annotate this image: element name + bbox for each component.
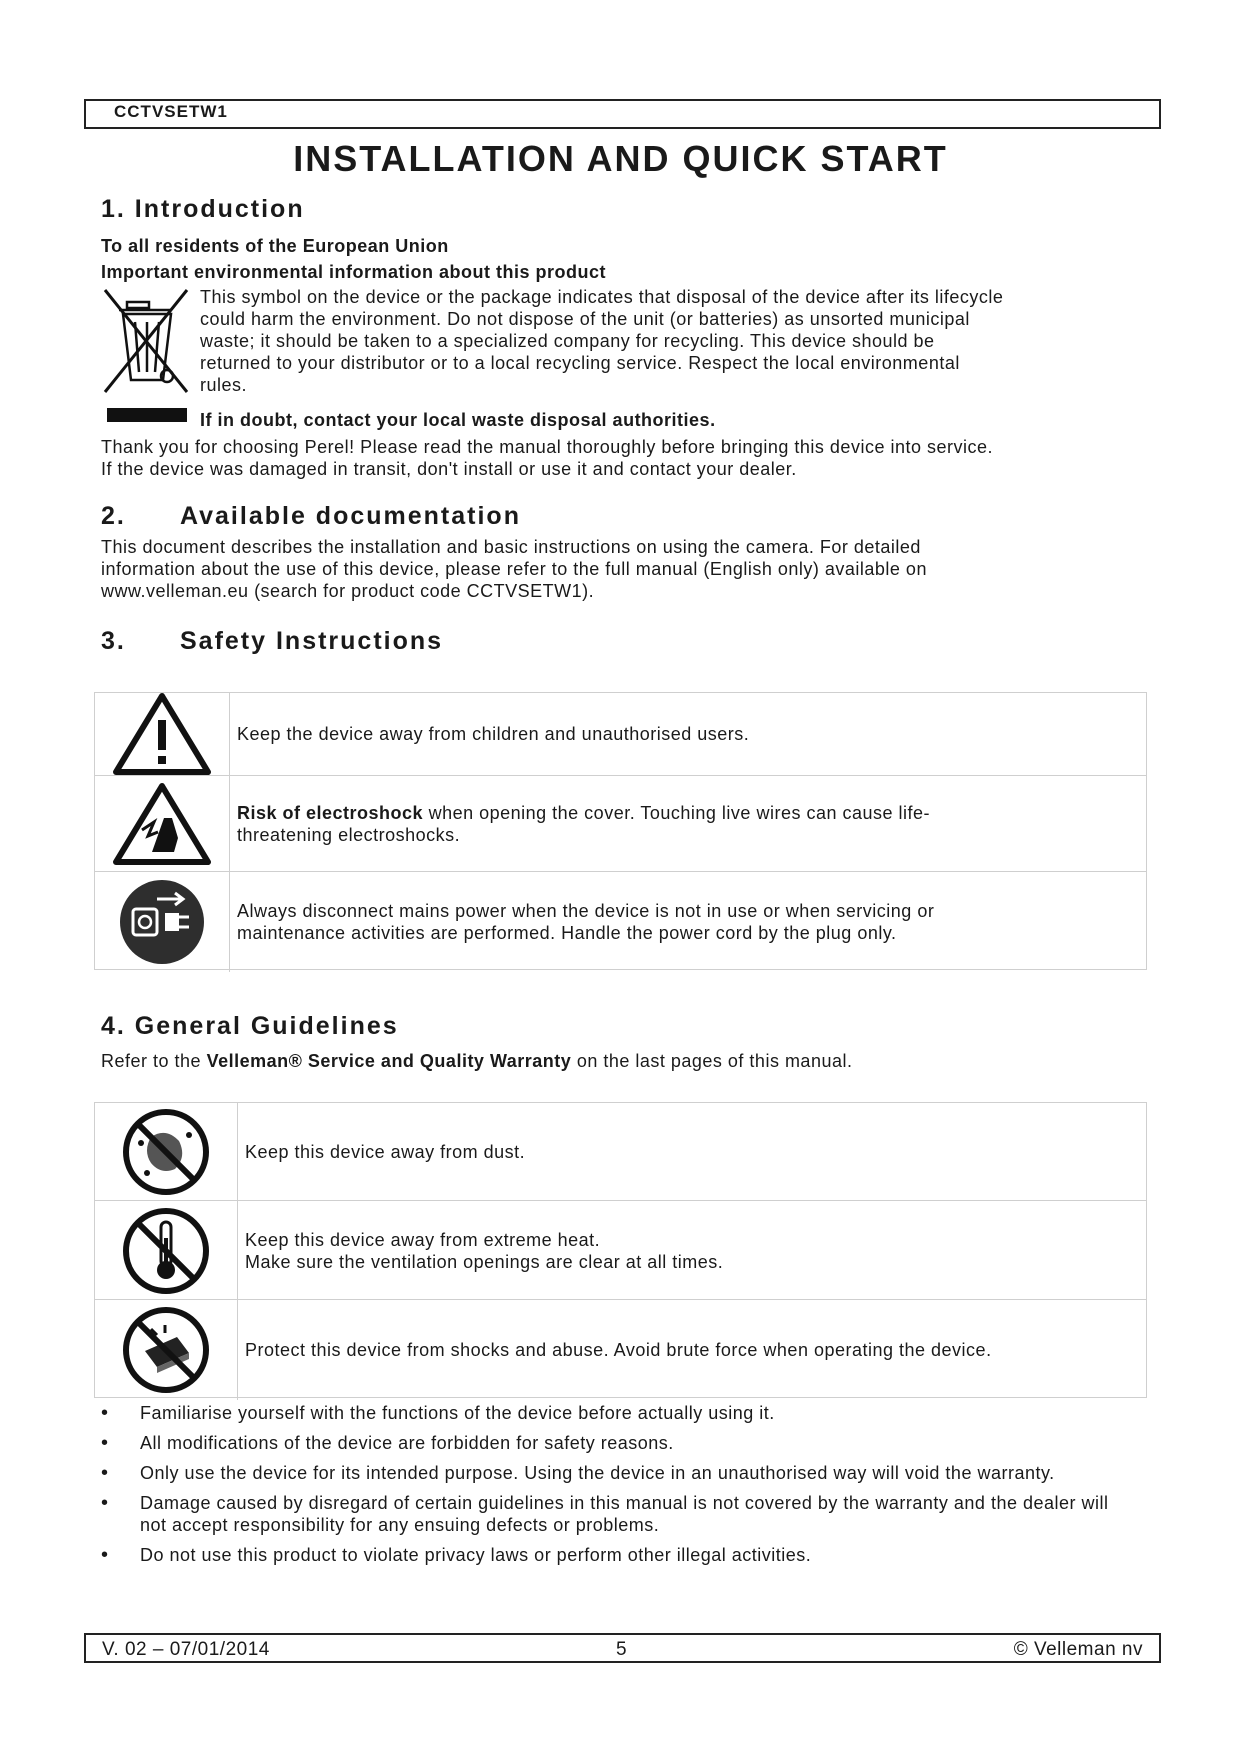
docs-line-3: www.velleman.eu (search for product code CCTVSETW1). <box>101 581 595 601</box>
guideline-text <box>237 1103 1146 1200</box>
guideline-line: Keep this device away from extreme heat. <box>245 1230 601 1250</box>
safety-table <box>94 692 1147 970</box>
weee-bin-icon <box>101 284 191 424</box>
page-footer <box>84 1633 1161 1663</box>
no-dust-icon <box>95 1103 238 1200</box>
warning-triangle-icon <box>95 693 230 775</box>
footer-version: V. 02 – 07/01/2014 <box>102 1639 270 1660</box>
docs-number: 2. <box>101 502 126 530</box>
weee-line-1: This symbol on the device or the package indicates that disposal of the device after its lifecycle <box>200 287 1004 307</box>
safety-heading: Safety Instructions <box>180 627 444 655</box>
guidelines-heading: 4. General Guidelines <box>101 1012 399 1040</box>
safety-text: Always disconnect mains power when the device is not in use or when servicing or maintenance activities are performed. Handle the power cord by the plug only. <box>237 901 935 943</box>
footer-page-number: 5 <box>616 1639 628 1660</box>
list-item: • Do not use this product to violate privacy laws or perform other illegal activities. <box>101 1544 1131 1566</box>
warranty-reference-post: on the last pages of this manual. <box>571 1051 853 1071</box>
guideline-row <box>95 1103 1146 1200</box>
safety-row <box>95 693 1146 775</box>
warranty-reference-bold: Velleman® Service and Quality Warranty <box>206 1051 572 1071</box>
no-shock-icon <box>95 1300 238 1400</box>
env-info-heading: Important environmental information about this product <box>101 262 607 282</box>
no-heat-icon <box>95 1201 238 1300</box>
eu-residents-heading: To all residents of the European Union <box>101 236 449 256</box>
guideline-row <box>95 1299 1146 1400</box>
electroshock-warning-bold: Risk of electroshock <box>237 803 424 823</box>
guideline-text <box>237 1201 1146 1300</box>
docs-line-1: This document describes the installation and basic instructions on using the camera. For detailed <box>101 537 921 557</box>
safety-text <box>229 776 1017 872</box>
disposal-authorities-note: If in doubt, contact your local waste disposal authorities. <box>200 410 716 430</box>
list-item: • Only use the device for its intended purpose. Using the device in an unauthorised way will void the warranty. <box>101 1462 1131 1484</box>
thanks-line-2: If the device was damaged in transit, don't install or use it and contact your dealer. <box>101 459 797 479</box>
list-item: • All modifications of the device are forbidden for safety reasons. <box>101 1432 1131 1454</box>
safety-row <box>95 871 1146 972</box>
safety-number: 3. <box>101 627 126 655</box>
weee-line-2: could harm the environment. Do not dispose of the unit (or batteries) as unsorted municipal <box>200 309 970 329</box>
warranty-reference <box>101 1050 852 1072</box>
guidelines-table <box>94 1102 1147 1398</box>
weee-line-3: waste; it should be taken to a specialized company for recycling. This device should be <box>200 331 935 351</box>
weee-line-4: returned to your distributor or to a local recycling service. Respect the local environmental <box>200 353 960 373</box>
list-item: • Damage caused by disregard of certain guidelines in this manual is not covered by the warranty and the dealer will not accept responsibility for any ensuing defects or problems. <box>101 1492 1131 1536</box>
safety-row <box>95 775 1146 872</box>
electroshock-icon <box>95 776 230 872</box>
unplug-icon <box>95 872 230 972</box>
guideline-text <box>237 1300 1146 1400</box>
warranty-reference-pre: Refer to the <box>101 1051 207 1071</box>
weee-line-5: rules. <box>200 375 248 395</box>
guideline-row <box>95 1200 1146 1300</box>
page-title: INSTALLATION AND QUICK START <box>293 138 948 179</box>
footer-copyright: © Velleman nv <box>1013 1639 1143 1660</box>
list-item: • Familiarise yourself with the functions of the device before actually using it. <box>101 1402 1131 1424</box>
docs-heading: Available documentation <box>180 502 521 530</box>
header-box <box>84 99 1161 129</box>
product-code: CCTVSETW1 <box>114 102 228 121</box>
guideline-line: Keep this device away from dust. <box>245 1141 526 1162</box>
guidelines-bullet-list <box>101 1402 1131 1574</box>
docs-line-2: information about the use of this device, please refer to the full manual (English only) available on <box>101 559 927 579</box>
thanks-line-1: Thank you for choosing Perel! Please read the manual thoroughly before bringing this device into service. <box>101 437 993 457</box>
safety-text: Keep the device away from children and unauthorised users. <box>237 724 750 744</box>
intro-heading: 1. Introduction <box>101 195 305 223</box>
electroshock-warning-text: when opening the cover. Touching live wires can cause life-threatening electroshocks. <box>237 803 931 845</box>
guideline-line: Protect this device from shocks and abuse. Avoid brute force when operating the device. <box>245 1340 992 1360</box>
guideline-line: Make sure the ventilation openings are clear at all times. <box>245 1252 724 1272</box>
